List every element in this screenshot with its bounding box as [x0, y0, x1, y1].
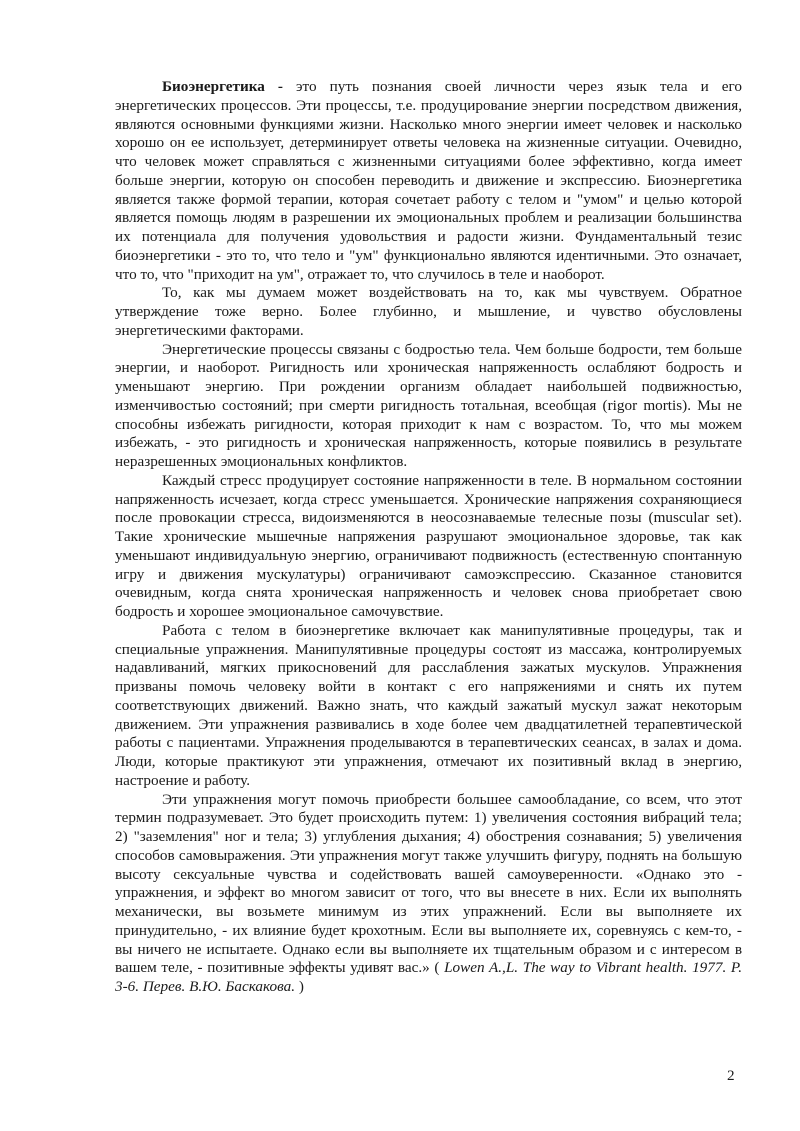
paragraph-text: Каждый стресс продуцирует состояние напряженности в теле. В нормальном состоянии напряженность исчезает, когда стресс уменьшается. Хронические напряжения сохраняющиеся после провокации стресса, видоизменяются в неосознаваемые телесные позы (muscular set). Такие хронические мышечные напряжения разрушают эмоциональное здоровье, так как уменьшают индивидуальную энергию, ограничивают подвижность (естественную спонтанную игру и движения мускулатуры) ограничивают самоэкспрессию. Сказанное становится очевидным, когда снята хроническая напряженность и человек снова приобретает свою бодрость и хорошее эмоциональное самочувствие.: [115, 471, 742, 620]
paragraph-text: То, как мы думаем может воздействовать на то, как мы чувствуем. Обратное утверждение тоже верно. Более глубинно, и мышление, и чувство обусловлены энергетическими факторами.: [115, 284, 742, 339]
paragraph-text: Энергетические процессы связаны с бодростью тела. Чем больше бодрости, тем больше энергии, и наоборот. Ригидность или хроническая напряженность ослабляют бодрость и уменьшают энергию. При рождении организм обладает наибольшей подвижностью, изменчивостью состояний; при смерти ригидность тотальная, всеобщая (rigor mortis). Мы не способны избежать ригидности, которая приходит к нам с возрастом. То, что мы можем избежать, - это ригидность и хроническая напряженность, которые появились в результате неразрешенных эмоциональных конфликтов.: [115, 340, 742, 470]
paragraph-energy-processes: [115, 341, 742, 472]
paragraph-stress-tension: [115, 472, 742, 622]
paragraph-body-work: [115, 622, 742, 791]
paragraph-exercises-quote: [115, 791, 742, 997]
paragraph-bioenergetics-definition: [115, 78, 742, 284]
document-body: [115, 78, 742, 997]
term-bioenergetics: Биоэнергетика -: [162, 78, 283, 95]
paragraph-thinking-feeling: [115, 284, 742, 340]
citation-close: ): [295, 978, 304, 995]
citation-reference: Lowen A.,L. The way to Vibrant health. 1977. P. 3-6. Перев. В.Ю. Баскакова.: [115, 959, 743, 995]
page-number: 2: [727, 1067, 735, 1084]
paragraph-text: это путь познания своей личности через язык тела и его энергетических процессов. Эти процессы, т.е. продуцирование энергии посредством движения, являются основными функциями жизни. Насколько много энергии имеет человек и насколько хорошо он ее использует, детерминирует ответы человека на жизненные ситуации. Очевидно, что человек может справляться с жизненными ситуациями более эффективно, когда имеет больше энергии, которую он способен переводить и движение и экспрессию. Биоэнергетика является также формой терапии, которая сочетает работу с телом и "умом" и целью которой является помощь людям в разрешении их эмоциональных проблем и реализации большинства их потенциала для получения удовольствия и радости жизни. Фундаментальный тезис биоэнергетики - это то, что тело и "ум" функционально являются идентичными. Это означает, что то, что "приходит на ум", отражает то, что случилось в теле и наоборот.: [115, 78, 742, 283]
paragraph-text: Работа с телом в биоэнергетике включает как манипулятивные процедуры, так и специальные упражнения. Манипулятивные процедуры состоят из массажа, контролируемых надавливаний, мягких прикосновений для расслабления зажатых мускулов. Упражнения призваны помочь человеку войти в контакт с его напряжениями и снять их путем соответствующих движений. Важно знать, что каждый зажатый мускул зажат некоторым движением. Эти упражнения развивались в ходе более чем двадцатилетней терапевтической работы с пациентами. Упражнения проделываются в терапевтических сеансах, в залах и дома. Люди, которые практикуют эти упражнения, отмечают их позитивный вклад в энергию, настроение и работу.: [115, 621, 742, 789]
paragraph-text: Эти упражнения могут помочь приобрести большее самообладание, со всем, что этот термин подразумевает. Это будет происходить путем: 1) увеличения состояния вибраций тела; 2) "заземления" ног и тела; 3) углубления дыхания; 4) обострения сознавания; 5) увеличения способов самовыражения. Эти упражнения могут также улучшить фигуру, поднять на большую высоту сексуальные чувства и содействовать вашей самоуверенности. «Однако это - упражнения, и эффект во многом зависит от того, что вы внесете в них. Если их выполнять механически, вы возьмете минимум из этих упражнений. Если вы выполняете их принудительно, - их влияние будет крохотным. Если вы выполняете их, соревнуясь с кем-то, - вы ничего не испытаете. Однако если вы выполняете их тщательным образом и с интересом в вашем теле, - позитивные эффекты удивят вас.» (: [115, 790, 742, 977]
